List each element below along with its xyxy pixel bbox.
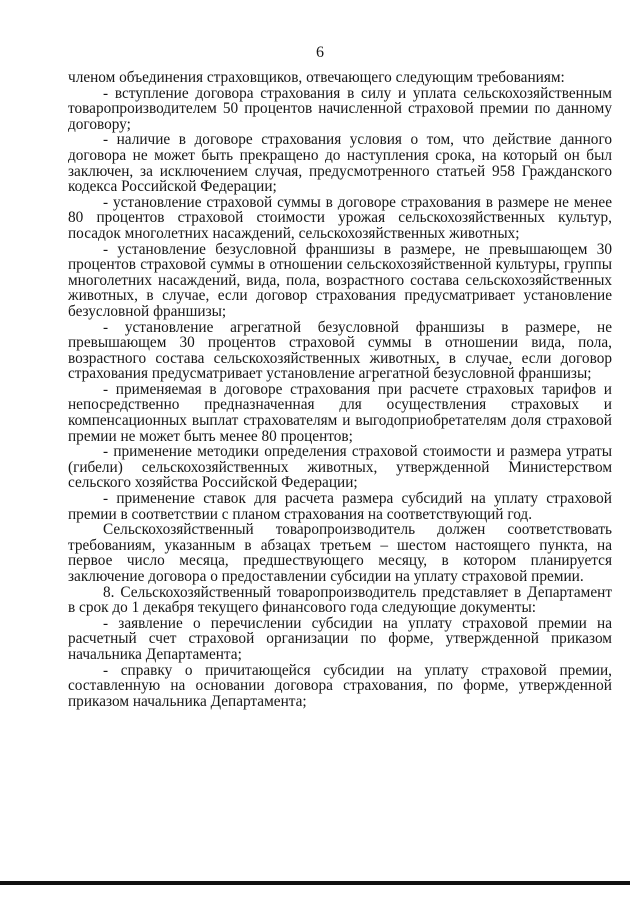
paragraph-contract-entry: - вступление договора страхования в силу и уплата сельскохозяйственным товаропроизводителем 50 процентов начисленной страховой премии по данному договору;: [68, 84, 612, 133]
page-number: 6: [316, 44, 324, 61]
paragraph-termination-clause: - наличие в договоре страхования условия о том, что действие данного договора не может быть прекращено до наступления срока, на который он был заключен, за исключением случая, предусмотренного статьей 958 Гражданского кодекса Российской Федерации;: [68, 131, 612, 196]
paragraph-aggregate-franchise: - установление агрегатной безусловной франшизы в размере, не превышающем 30 процентов страховой суммы в отношении вида, пола, возрастного состава сельскохозяйственных животных, в случае, если договор страхования предусматривает установление агрегатной безусловной франшизы;: [68, 318, 612, 383]
footer-rule: [0, 881, 630, 885]
paragraph-unconditional-franchise: - установление безусловной франшизы в размере, не превышающем 30 процентов страховой суммы в отношении сельскохозяйственной культуры, группы многолетних насаждений, вида, пола, возрастного состава сельскохозяйственных животных, в случае, если договор страхования предусматривает установление безусловной франшизы;: [68, 240, 612, 320]
paragraph-application: - заявление о перечислении субсидии на уплату страховой премии на расчетный счет страховой организации по форме, утвержденной приказом начальника Департамента;: [68, 614, 612, 663]
paragraph-item-8-documents: 8. Сельскохозяйственный товаропроизводитель представляет в Департамент в срок до 1 декабря текущего финансового года следующие документы:: [68, 583, 612, 617]
paragraph-insured-sum: - установление страховой суммы в договоре страхования в размере не менее 80 процентов страховой стоимости урожая сельскохозяйственных культур, посадок многолетних насаждений, сельскохозяйственных животных;: [68, 193, 612, 242]
document-body: [68, 70, 612, 709]
paragraph-membership-continuation: членом объединения страховщиков, отвечающего следующим требованиям:: [68, 69, 565, 86]
paragraph-valuation-method: - применение методики определения страховой стоимости и размера утраты (гибели) сельскохозяйственных животных, утвержденной Министерством сельского хозяйства Российской Федерации;: [68, 443, 612, 492]
paragraph-producer-compliance: Сельскохозяйственный товаропроизводитель должен соответствовать требованиям, указанным в абзацах третьем – шестом настоящего пункта, на первое число месяца, предшествующего месяцу, в котором планируется заключение договора о предоставлении субсидии на уплату страховой премии.: [68, 521, 612, 585]
paragraph-subsidy-rates: - применение ставок для расчета размера субсидий на уплату страховой премии в соответствии с планом страхования на соответствующий год.: [68, 490, 612, 523]
paragraph-subsidy-certificate: - справку о причитающейся субсидии на уплату страховой премии, составленную на основании договора страхования, по форме, утвержденной приказом начальника Департамента;: [68, 661, 612, 710]
paragraph-premium-share: - применяемая в договоре страхования при расчете страховых тарифов и непосредственно предназначенная для осуществления страховых и компенсационных выплат страхователям и выгодоприобретателям доля страховой премии не может быть менее 80 процентов;: [68, 380, 612, 445]
